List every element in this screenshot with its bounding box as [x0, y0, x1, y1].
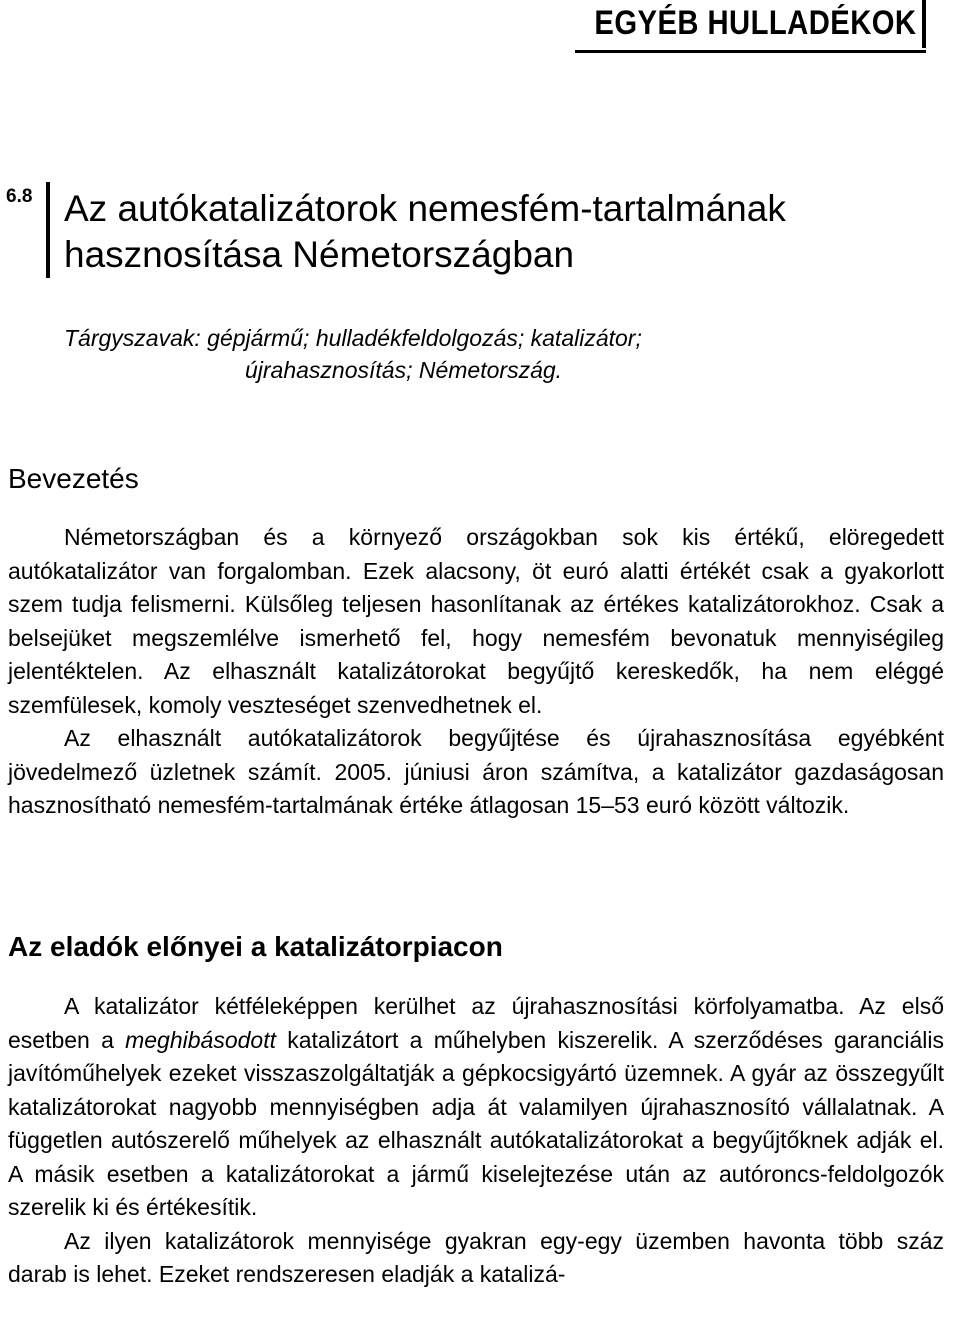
- sellers-p1-emphasis: meghibásodott: [125, 1026, 276, 1053]
- section-heading-intro: Bevezetés: [8, 463, 139, 494]
- section-heading-sellers: Az eladók előnyei a katalizátorpiacon: [8, 931, 503, 962]
- section-intro-body: [8, 521, 944, 823]
- sellers-p1-text-a: A katalizátor kétféleképpen kerülhet az újrahasznosítási körfolyamatba. Az első esetben a: [8, 993, 944, 1053]
- section-sellers-body: [8, 990, 944, 1292]
- chapter-vertical-rule: [46, 182, 50, 278]
- header-horizontal-rule: [575, 50, 926, 53]
- intro-paragraph-2: Az elhasznált autókatalizátorok begyűjtése és újrahasznosítása egyébként jövedelmező üzletnek számít. 2005. júniusi áron számítva, a katalizátor gazdaságosan hasznosítható nemesfém-tartalmának értéke átlagosan 15–53 euró között változik.: [8, 725, 944, 818]
- sellers-paragraph-1: [8, 990, 944, 1225]
- keywords-line-1: Tárgyszavak: gépjármű; hulladékfeldolgozás; katalizátor;: [64, 325, 642, 351]
- keywords-line-2: újrahasznosítás; Németország.: [245, 357, 563, 383]
- intro-paragraph-1: Németországban és a környező országokban sok kis értékű, elöregedett autókatalizátor van forgalomban. Ezek alacsony, öt euró alatti értékét csak a gyakorlott szem tudja felismerni. Külsőleg teljesen hasonlítanak az értékes katalizátorokhoz. Csak a belsejüket megszemlélve ismerhető fel, hogy nemesfém bevonatuk mennyiségileg jelentéktelen. Az elhasznált katalizátorokat begyűjtő kereskedők, ha nem eléggé szemfülesek, komoly veszteséget szenvedhetnek el.: [8, 524, 944, 718]
- header-vertical-rule: [922, 0, 926, 48]
- running-header: [575, 0, 940, 52]
- keywords: [64, 322, 944, 386]
- chapter-number: 6.8: [6, 186, 33, 207]
- sellers-p1-text-b: katalizátort a műhelyben kiszerelik. A szerződéses garanciális javítóműhelyek ezeket visszaszolgáltatják a gépkocsigyártó üzemnek. A gyár az összegyűlt katalizátorokat nagyobb mennyiségben adja át valamilyen újrahasznosító vállalatnak. A független autószerelő műhelyek az elhasznált autókatalizátorokat a begyűjtőknek adják el. A másik esetben a katalizátorokat a jármű kiselejtezése után az autóroncs-feldolgozók szerelik ki és értékesítik.: [8, 1026, 944, 1220]
- chapter-title: Az autókatalizátorok nemesfém-tartalmának hasznosítása Németországban: [64, 188, 786, 275]
- running-header-title: EGYÉB HULLADÉKOK: [593, 4, 916, 42]
- sellers-paragraph-2: Az ilyen katalizátorok mennyisége gyakran egy-egy üzemben havonta több száz darab is lehet. Ezeket rendszeresen eladják a katalizá-: [8, 1227, 944, 1287]
